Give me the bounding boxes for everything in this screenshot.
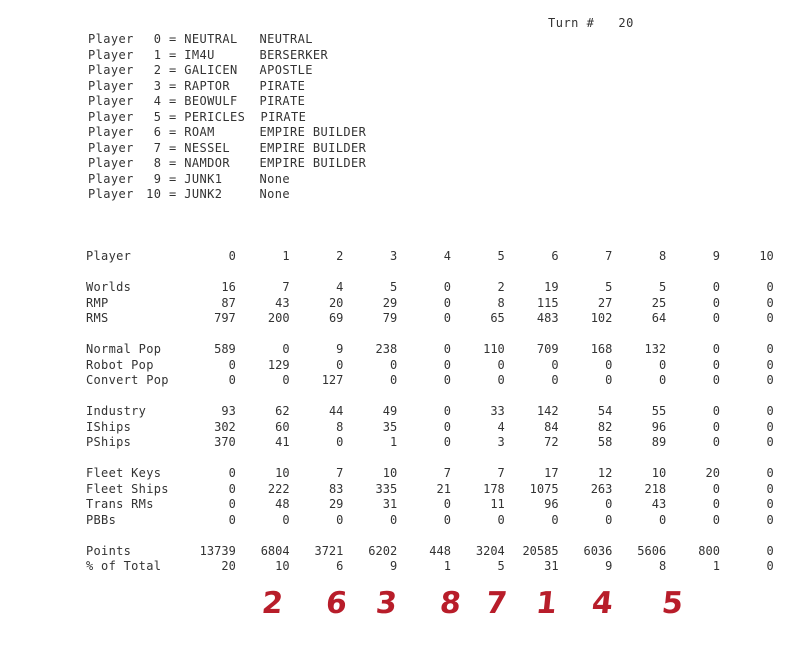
cell-value: 0 [766,295,774,310]
cell-value: 0 [551,373,559,387]
cell-value: 8 [497,295,505,310]
spacer-row [86,265,774,281]
cell-value: 87 [221,295,236,310]
cell-value: 93 [221,404,236,418]
stat-row [86,435,774,451]
cell-value: 8 [336,419,344,434]
cell-value: 13739 [199,543,236,558]
cell-value: 0 [766,357,774,372]
cell-value: 0 [766,311,774,325]
cell-value: 5 [605,280,613,294]
stat-row [86,482,774,498]
row-label: Player [86,249,132,263]
cell-value: 8 [658,559,667,573]
cell-value: 0 [228,497,236,511]
cell-value: 89 [651,435,667,449]
player-id: 5 [153,109,162,124]
cell-value: 115 [536,295,559,310]
player-line [88,110,366,126]
cell-value: 0 [443,404,451,418]
player-name: RAPTOR [184,78,230,93]
cell-value: 65 [490,311,505,325]
cell-value: 0 [389,357,398,372]
turn-indicator [548,16,634,30]
player-id: 10 [146,187,162,201]
cell-value: 7 [336,466,344,480]
cell-value: 589 [214,342,236,356]
player-prefix: Player [88,140,134,155]
player-line [88,63,366,79]
cell-value: 218 [644,481,667,496]
player-eq: = [169,156,177,170]
cell-value: 302 [214,419,236,434]
cell-value: 238 [375,342,398,356]
cell-value: 35 [382,419,398,434]
cell-value: 2 [497,280,505,294]
cell-value: 200 [267,311,290,325]
cell-value: 6804 [260,543,290,558]
cell-value: 0 [766,280,774,294]
cell-value: 0 [336,435,344,449]
cell-value: 7 [282,280,290,294]
cell-value: 263 [590,481,613,496]
player-id: 7 [153,140,162,155]
cell-value: 9 [712,249,720,263]
player-id: 9 [153,171,162,186]
player-line [88,172,366,188]
cell-value: 5 [497,249,505,263]
cell-value: 72 [544,435,559,449]
cell-value: 0 [443,295,451,310]
stat-row [86,342,774,358]
player-id: 6 [153,125,162,139]
cell-value: 4 [497,419,505,434]
player-prefix: Player [88,63,134,77]
cell-value: 0 [766,466,774,480]
player-prefix: Player [88,125,134,139]
cell-value: 83 [328,481,344,496]
row-label: IShips [86,419,132,434]
cell-value: 0 [282,342,290,356]
cell-value: 10 [275,466,290,480]
cell-value: 69 [328,311,344,325]
cell-value: 797 [214,311,236,325]
cell-value: 0 [282,373,290,387]
cell-value: 0 [712,295,720,310]
row-label: Worlds [86,280,132,294]
player-role: EMPIRE BUILDER [259,156,367,170]
cell-value: 1 [443,559,451,573]
cell-value: 0 [443,342,451,356]
cell-value: 0 [712,280,720,294]
spacer-row [86,327,774,343]
cell-value: 1075 [529,481,559,496]
cell-value: 0 [766,512,774,527]
player-name: NEUTRAL [184,32,238,46]
player-prefix: Player [88,187,134,201]
header-row [86,249,774,265]
cell-value: 0 [712,357,720,372]
cell-value: 0 [712,342,720,356]
player-name: IM4U [184,47,215,62]
cell-value: 0 [443,419,451,434]
player-role: EMPIRE BUILDER [259,125,367,139]
cell-value: 1 [282,249,290,263]
player-line [88,32,366,48]
cell-value: 20 [221,559,236,573]
handwritten-rank: 5 [660,586,685,621]
cell-value: 709 [536,342,559,356]
cell-value: 10 [275,559,290,573]
cell-value: 0 [766,497,774,511]
cell-value: 132 [644,342,667,356]
cell-value: 0 [766,435,774,449]
handwritten-rank: 4 [590,586,615,621]
player-role: EMPIRE BUILDER [259,140,367,155]
cell-value: 79 [382,311,398,325]
cell-value: 6 [336,559,344,573]
cell-value: 7 [497,466,505,480]
row-label: Robot Pop [86,357,154,372]
cell-value: 0 [443,311,451,325]
handwritten-rank: 7 [484,586,509,621]
cell-value: 84 [544,419,559,434]
cell-value: 7 [443,466,451,480]
cell-value: 10 [651,466,667,480]
player-id: 8 [153,156,162,170]
player-line [88,48,366,64]
cell-value: 0 [443,497,451,511]
cell-value: 0 [766,342,774,356]
cell-value: 6036 [583,543,613,558]
cell-value: 1 [712,559,720,573]
cell-value: 0 [497,512,505,527]
cell-value: 9 [605,559,613,573]
cell-value: 0 [443,512,451,527]
player-name: ROAM [184,125,215,139]
cell-value: 0 [228,249,236,263]
player-eq: = [169,187,177,201]
cell-value: 49 [382,404,398,418]
cell-value: 16 [221,280,236,294]
cell-value: 41 [275,435,290,449]
player-role: PIRATE [259,94,306,108]
handwritten-rank: 8 [438,586,463,621]
cell-value: 0 [712,404,720,418]
cell-value: 3 [389,249,398,263]
cell-value: 0 [605,373,613,387]
cell-value: 0 [766,559,774,573]
cell-value: 12 [597,466,613,480]
cell-value: 20 [328,295,344,310]
cell-value: 0 [712,373,720,387]
stat-row [86,358,774,374]
player-role: None [259,187,290,201]
player-role: NEUTRAL [259,32,313,46]
cell-value: 27 [597,295,613,310]
spacer-row [86,528,774,544]
player-line [88,187,366,203]
player-prefix: Player [88,109,134,124]
cell-value: 4 [336,280,344,294]
cell-value: 8 [658,249,667,263]
player-role: PIRATE [260,109,307,124]
cell-value: 0 [766,543,774,558]
row-label: Points [86,543,132,558]
stat-row [86,373,774,389]
cell-value: 96 [651,419,667,434]
turn-label: Turn # [548,16,595,30]
cell-value: 6 [551,249,559,263]
handwritten-rankings [0,586,800,630]
cell-value: 0 [389,373,398,387]
player-prefix: Player [88,94,134,108]
cell-value: 0 [605,357,613,372]
cell-value: 29 [382,295,398,310]
player-eq: = [169,109,177,124]
cell-value: 0 [228,466,236,480]
cell-value: 29 [328,497,344,511]
player-eq: = [169,140,177,155]
cell-value: 0 [658,512,667,527]
stat-row [86,280,774,296]
cell-value: 222 [267,481,290,496]
cell-value: 168 [590,342,613,356]
player-prefix: Player [88,32,134,46]
row-label: Normal Pop [86,342,162,356]
cell-value: 0 [605,512,613,527]
player-line [88,94,366,110]
player-name: GALICEN [184,63,238,77]
cell-value: 0 [766,404,774,418]
cell-value: 0 [282,512,290,527]
row-label: Industry [86,404,147,418]
player-line [88,125,366,141]
row-label: Fleet Keys [86,466,162,480]
player-id: 0 [153,32,162,46]
cell-value: 20585 [522,543,559,558]
cell-value: 0 [443,373,451,387]
cell-value: 44 [328,404,344,418]
cell-value: 31 [544,559,559,573]
cell-value: 6202 [368,543,398,558]
cell-value: 0 [712,497,720,511]
player-name: PERICLES [184,109,246,124]
cell-value: 102 [590,311,613,325]
stat-row [86,513,774,529]
cell-value: 58 [597,435,613,449]
cell-value: 0 [658,357,667,372]
cell-value: 483 [536,311,559,325]
cell-value: 0 [443,435,451,449]
cell-value: 64 [651,311,667,325]
player-name: BEOWULF [184,94,238,108]
cell-value: 20 [705,466,720,480]
cell-value: 5606 [637,543,667,558]
cell-value: 4 [443,249,451,263]
cell-value: 96 [544,497,559,511]
player-line [88,79,366,95]
spacer-row [86,389,774,405]
player-role: BERSERKER [259,47,329,62]
cell-value: 7 [605,249,613,263]
stat-row [86,466,774,482]
row-label: PShips [86,435,132,449]
handwritten-rank: 1 [534,586,559,621]
stat-row [86,544,774,560]
cell-value: 19 [544,280,559,294]
cell-value: 0 [712,311,720,325]
cell-value: 17 [544,466,559,480]
cell-value: 11 [490,497,505,511]
stat-row [86,296,774,312]
cell-value: 5 [497,559,505,573]
player-name: JUNK1 [184,171,223,186]
cell-value: 0 [605,497,613,511]
player-eq: = [169,78,177,93]
cell-value: 0 [712,435,720,449]
player-line [88,156,366,172]
cell-value: 0 [228,512,236,527]
cell-value: 5 [389,280,398,294]
cell-value: 110 [483,342,505,356]
cell-value: 178 [483,481,505,496]
player-eq: = [169,125,177,139]
player-role: APOSTLE [259,63,313,77]
stat-row [86,497,774,513]
cell-value: 0 [766,373,774,387]
player-role: None [259,171,290,186]
player-stats-table [86,249,774,575]
player-eq: = [169,63,177,77]
handwritten-rank: 3 [374,586,399,621]
player-eq: = [169,171,177,186]
cell-value: 1 [389,435,398,449]
cell-value: 10 [759,249,774,263]
row-label: % of Total [86,559,162,573]
row-label: RMP [86,295,109,310]
cell-value: 3721 [314,543,344,558]
cell-value: 0 [712,419,720,434]
cell-value: 0 [389,512,398,527]
cell-value: 43 [651,497,667,511]
player-eq: = [169,32,177,46]
cell-value: 0 [712,512,720,527]
player-line [88,141,366,157]
cell-value: 3 [497,435,505,449]
cell-value: 800 [698,543,720,558]
player-eq: = [169,94,177,108]
cell-value: 2 [336,249,344,263]
cell-value: 43 [275,295,290,310]
player-name: NESSEL [184,140,230,155]
player-name: NAMDOR [184,156,230,170]
player-id: 1 [153,47,162,62]
cell-value: 5 [658,280,667,294]
stat-row [86,420,774,436]
player-id: 2 [153,63,162,77]
row-label: Convert Pop [86,373,169,387]
stat-row [86,559,774,575]
player-id: 3 [153,78,162,93]
row-label: PBBs [86,512,117,527]
stat-row [86,404,774,420]
spacer-row [86,451,774,467]
row-label: Trans RMs [86,497,154,511]
cell-value: 0 [497,373,505,387]
cell-value: 3204 [475,543,505,558]
cell-value: 0 [443,357,451,372]
cell-value: 0 [766,419,774,434]
player-prefix: Player [88,47,134,62]
cell-value: 0 [497,357,505,372]
cell-value: 0 [228,357,236,372]
player-prefix: Player [88,171,134,186]
cell-value: 448 [429,543,451,558]
cell-value: 48 [275,497,290,511]
cell-value: 10 [382,466,398,480]
handwritten-rank: 6 [324,586,349,621]
cell-value: 0 [551,512,559,527]
cell-value: 82 [597,419,613,434]
cell-value: 335 [375,481,398,496]
player-roster [88,32,366,203]
cell-value: 21 [436,481,451,496]
cell-value: 0 [336,512,344,527]
player-prefix: Player [88,78,134,93]
cell-value: 0 [551,357,559,372]
player-id: 4 [153,94,162,108]
player-eq: = [169,47,177,62]
cell-value: 0 [658,373,667,387]
cell-value: 9 [336,342,344,356]
cell-value: 0 [336,357,344,372]
cell-value: 9 [389,559,398,573]
cell-value: 142 [536,404,559,418]
cell-value: 55 [651,404,667,418]
turn-number: 20 [618,16,634,30]
row-label: RMS [86,311,109,325]
cell-value: 0 [443,280,451,294]
cell-value: 0 [228,373,236,387]
cell-value: 33 [490,404,505,418]
cell-value: 54 [597,404,613,418]
handwritten-rank: 2 [260,586,285,621]
cell-value: 129 [267,357,290,372]
cell-value: 60 [275,419,290,434]
cell-value: 62 [275,404,290,418]
player-name: JUNK2 [184,187,223,201]
row-label: Fleet Ships [86,481,169,496]
stat-row [86,311,774,327]
cell-value: 0 [712,481,720,496]
cell-value: 127 [321,373,344,387]
cell-value: 25 [651,295,667,310]
cell-value: 370 [214,435,236,449]
player-role: PIRATE [259,78,306,93]
cell-value: 0 [228,481,236,496]
cell-value: 0 [766,481,774,496]
player-prefix: Player [88,156,134,170]
cell-value: 31 [382,497,398,511]
